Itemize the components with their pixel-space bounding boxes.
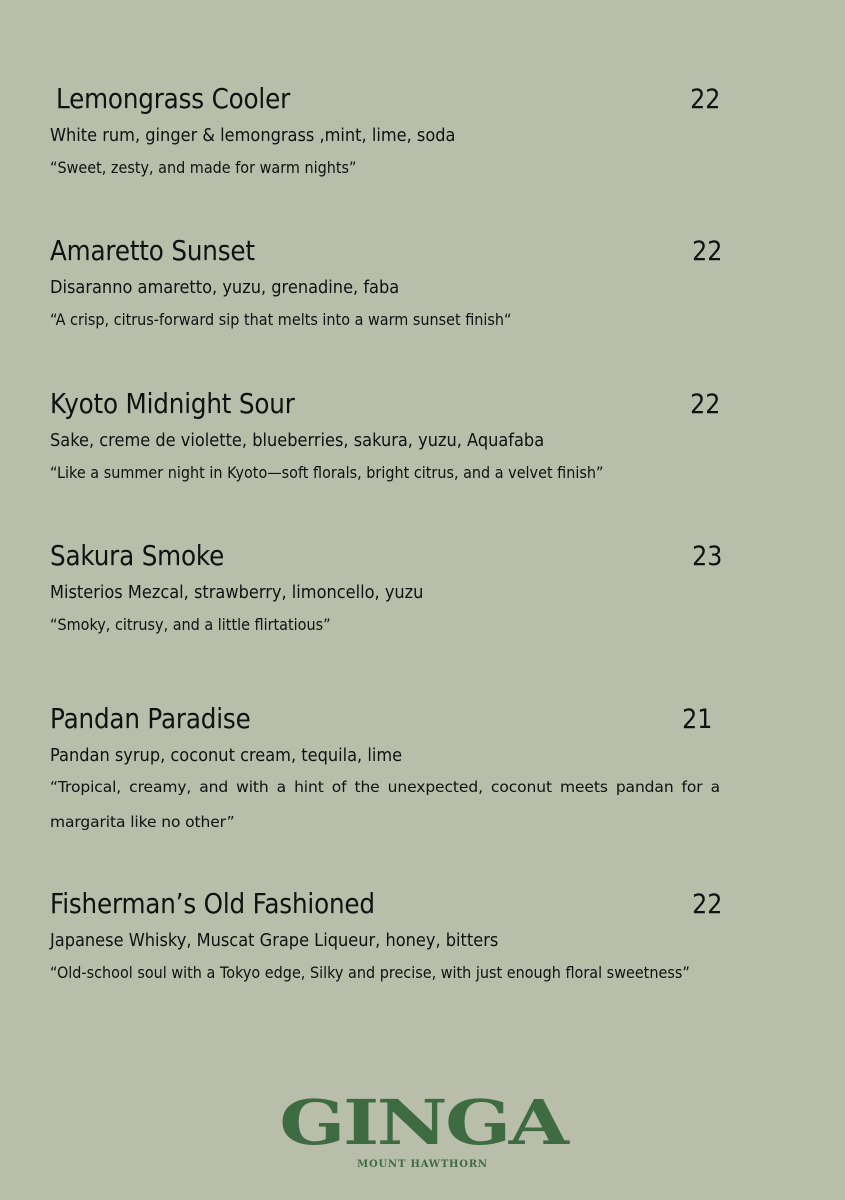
menu-item-price: 21 xyxy=(681,704,712,735)
menu-item-ingredients: Pandan syrup, coconut cream, tequila, lime xyxy=(50,745,403,766)
brand-logo: GINGA xyxy=(278,1086,567,1159)
menu-item xyxy=(50,702,720,840)
menu-item-price: 22 xyxy=(689,84,720,115)
menu-item xyxy=(50,539,720,634)
menu-item xyxy=(50,82,720,177)
menu-item-header xyxy=(50,539,720,572)
menu-item-header xyxy=(50,234,720,267)
menu-item-tagline: “Sweet, zesty, and made for warm nights” xyxy=(50,158,357,177)
menu-item-ingredients: Japanese Whisky, Muscat Grape Liqueur, honey, bitters xyxy=(50,930,499,951)
brand-logo-block xyxy=(0,1086,845,1170)
menu-item-name: Amaretto Sunset xyxy=(50,234,255,267)
menu-item-ingredients: White rum, ginger & lemongrass ,mint, lime, soda xyxy=(50,125,456,146)
menu-item-tagline: “Old-school soul with a Tokyo edge, Silky and precise, with just enough floral sweetness” xyxy=(50,963,690,982)
menu-item-price: 22 xyxy=(691,236,722,267)
menu-item-name: Sakura Smoke xyxy=(50,539,225,572)
menu-item-tagline: “Smoky, citrusy, and a little flirtatious” xyxy=(50,615,331,634)
menu-item-name: Kyoto Midnight Sour xyxy=(50,387,295,420)
menu-item xyxy=(50,387,720,482)
brand-location: MOUNT HAWTHORN xyxy=(357,1159,488,1170)
menu-item-ingredients: Sake, creme de violette, blueberries, sakura, yuzu, Aquafaba xyxy=(50,430,545,451)
menu-item-price: 22 xyxy=(689,389,720,420)
menu-item-ingredients: Disaranno amaretto, yuzu, grenadine, faba xyxy=(50,277,400,298)
menu-item-tagline: “Tropical, creamy, and with a hint of the unexpected, coconut meets pandan for a margarita like no other” xyxy=(50,778,720,831)
menu-item-price: 22 xyxy=(691,889,722,920)
menu-item-price: 23 xyxy=(691,541,722,572)
menu-item-tagline: “A crisp, citrus-forward sip that melts into a warm sunset finish“ xyxy=(50,310,512,329)
menu-item-ingredients: Misterios Mezcal, strawberry, limoncello, yuzu xyxy=(50,582,424,603)
menu-item-tagline: “Like a summer night in Kyoto—soft florals, bright citrus, and a velvet finish” xyxy=(50,463,604,482)
menu-item-name: Pandan Paradise xyxy=(50,702,251,735)
menu-item-header xyxy=(50,887,720,920)
menu-item xyxy=(50,887,720,982)
menu-item xyxy=(50,234,720,329)
menu-item-header xyxy=(50,387,720,420)
menu-item-name: Lemongrass Cooler xyxy=(56,82,291,115)
menu-item-name: Fisherman’s Old Fashioned xyxy=(50,887,375,920)
menu-item-header xyxy=(50,82,720,115)
menu-item-header xyxy=(50,702,720,735)
